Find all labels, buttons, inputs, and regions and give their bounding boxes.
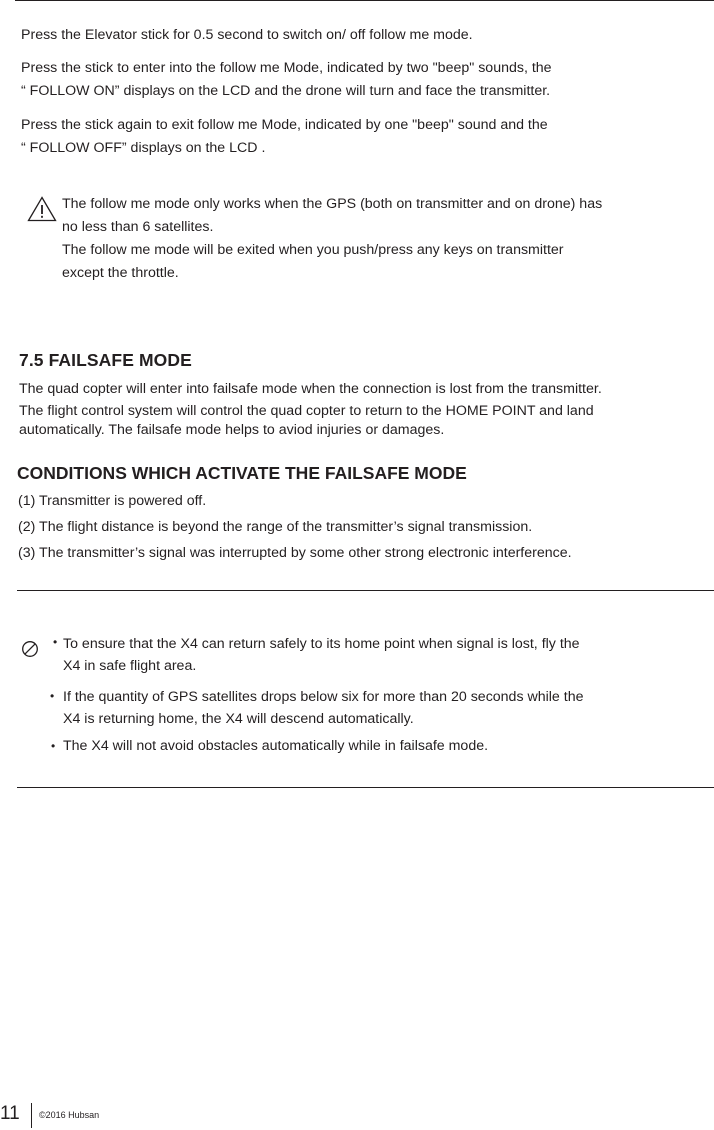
- note-1-line-1: To ensure that the X4 can return safely to its home point when signal is lost, fly the: [63, 636, 580, 652]
- bullet-2: •: [50, 689, 55, 703]
- follow-me-enter-text-1: Press the stick to enter into the follow me Mode, indicated by two "beep" sounds, the: [21, 60, 552, 76]
- note-2-line-1: If the quantity of GPS satellites drops below six for more than 20 seconds while the: [63, 689, 584, 705]
- condition-item-3: (3) The transmitter’s signal was interrupted by some other strong electronic interference.: [18, 545, 572, 561]
- follow-me-exit-text-1: Press the stick again to exit follow me Mode, indicated by one "beep" sound and the: [21, 117, 548, 133]
- warning-exit-text-2: except the throttle.: [62, 265, 179, 281]
- warning-triangle-icon: [27, 196, 57, 222]
- failsafe-paragraph-line-3: automatically. The failsafe mode helps to aviod injuries or damages.: [19, 422, 445, 438]
- top-rule: [15, 0, 714, 1]
- warning-gps-text-2: no less than 6 satellites.: [62, 219, 214, 235]
- notes-top-rule: [17, 590, 714, 591]
- prohibited-icon: [21, 640, 39, 658]
- follow-me-enter-text-2: “ FOLLOW ON” displays on the LCD and the drone will turn and face the transmitter.: [21, 83, 551, 99]
- follow-me-exit-text-2: “ FOLLOW OFF” displays on the LCD .: [21, 140, 266, 156]
- section-title-failsafe: 7.5 FAILSAFE MODE: [19, 350, 192, 370]
- failsafe-paragraph-line-1: The quad copter will enter into failsafe mode when the connection is lost from the transmitter.: [19, 381, 602, 397]
- bullet-3: •: [51, 739, 56, 753]
- warning-gps-text-1: The follow me mode only works when the GPS (both on transmitter and on drone) has: [62, 196, 603, 212]
- copyright: ©2016 Hubsan: [39, 1110, 100, 1120]
- failsafe-paragraph-line-2: The flight control system will control the quad copter to return to the HOME POINT and land: [19, 403, 594, 419]
- condition-item-1: (1) Transmitter is powered off.: [18, 493, 207, 509]
- note-1-line-2: X4 in safe flight area.: [63, 658, 197, 674]
- follow-me-switch-text: Press the Elevator stick for 0.5 second to switch on/ off follow me mode.: [21, 27, 473, 43]
- notes-bottom-rule: [17, 787, 714, 788]
- bullet-1: •: [53, 635, 58, 649]
- conditions-title: CONDITIONS WHICH ACTIVATE THE FAILSAFE MODE: [17, 463, 467, 483]
- condition-item-2: (2) The flight distance is beyond the range of the transmitter’s signal transmission.: [18, 519, 533, 535]
- footer-divider: [31, 1103, 32, 1128]
- warning-exit-text-1: The follow me mode will be exited when you push/press any keys on transmitter: [62, 242, 564, 258]
- note-3: The X4 will not avoid obstacles automatically while in failsafe mode.: [63, 738, 489, 754]
- note-2-line-2: X4 is returning home, the X4 will descend automatically.: [63, 711, 414, 727]
- page-number: 11: [0, 1103, 20, 1124]
